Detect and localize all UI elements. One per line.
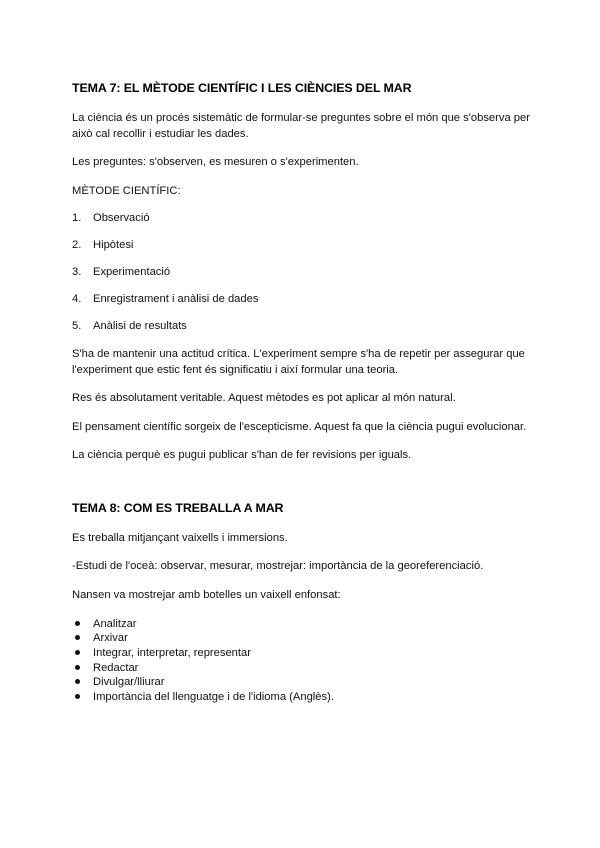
metode-label: MÈTODE CIENTÍFIC: <box>72 184 181 197</box>
tema7-res: Res és absolutament veritable. Aquest mètodes es pot aplicar al món natural. <box>72 392 456 405</box>
list-item-label: Enregistrament i anàlisi de dades <box>93 292 259 305</box>
bullet-icon <box>75 635 80 640</box>
tema7-publicar: La ciència perquè es pugui publicar s'han de fer revisions per iguals. <box>72 448 412 461</box>
list-item-label: Analitzar <box>93 617 137 630</box>
list-item <box>72 210 532 237</box>
list-number: 3. <box>72 265 82 278</box>
bullet-icon <box>75 694 80 699</box>
list-item <box>72 318 532 345</box>
list-item <box>72 674 532 689</box>
list-item-label: Experimentació <box>93 265 171 278</box>
tema8-title: TEMA 8: COM ES TREBALLA A MAR <box>72 501 284 516</box>
bullet-icon <box>75 650 80 655</box>
list-item <box>72 630 532 645</box>
list-item <box>72 689 532 704</box>
tema7-title: TEMA 7: EL MÈTODE CIENTÍFIC I LES CIÈNCIES DEL MAR <box>72 81 412 95</box>
list-item <box>72 645 532 660</box>
list-item <box>72 264 532 291</box>
tema7-intro: La ciència és un procés sistemàtic de formular-se preguntes sobre el món que s'observa per això cal recollir i estudiar les dades. <box>72 111 530 141</box>
list-item-label: Importància del llenguatge i de l'idioma (Anglès). <box>93 690 334 703</box>
list-item <box>72 291 532 318</box>
list-number: 5. <box>72 319 82 332</box>
tema8-nansen: Nansen va mostrejar amb botelles un vaixell enfonsat: <box>72 588 341 601</box>
list-item-label: Redactar <box>93 661 139 674</box>
list-item <box>72 237 532 264</box>
bullet-icon <box>75 665 80 670</box>
list-item-label: Divulgar/lliurar <box>93 676 165 689</box>
metode-steps-list <box>72 210 532 345</box>
list-number: 2. <box>72 238 82 251</box>
tema7-pensament: El pensament científic sorgeix de l'escepticisme. Aquest fa que la ciència pugui evolucionar. <box>72 420 527 433</box>
list-item <box>72 660 532 675</box>
document-page <box>72 0 532 703</box>
list-item-label: Anàlisi de resultats <box>93 319 187 332</box>
tema8-estudi: -Estudi de l'oceà: observar, mesurar, mostrejar: importància de la georeferenciació. <box>72 560 484 573</box>
tema7-preguntes: Les preguntes: s'observen, es mesuren o s'experimenten. <box>72 156 359 169</box>
tema8-bullet-list <box>72 616 532 704</box>
list-item-label: Hipòtesi <box>93 238 134 251</box>
tema8-treballa: Es treballa mitjançant vaixells i immersions. <box>72 532 288 545</box>
bullet-icon <box>75 621 80 626</box>
list-number: 4. <box>72 292 82 305</box>
bullet-icon <box>75 679 80 684</box>
list-item-label: Integrar, interpretar, representar <box>93 646 251 659</box>
list-item <box>72 616 532 631</box>
list-item-label: Arxivar <box>93 632 128 645</box>
list-item-label: Observació <box>93 211 150 224</box>
list-number: 1. <box>72 211 82 224</box>
tema7-actitud: S'ha de mantenir una actitud crítica. L'experiment sempre s'ha de repetir per assegurar que l'experiment que estic fent és significatiu i així formular una teoria. <box>72 347 525 377</box>
